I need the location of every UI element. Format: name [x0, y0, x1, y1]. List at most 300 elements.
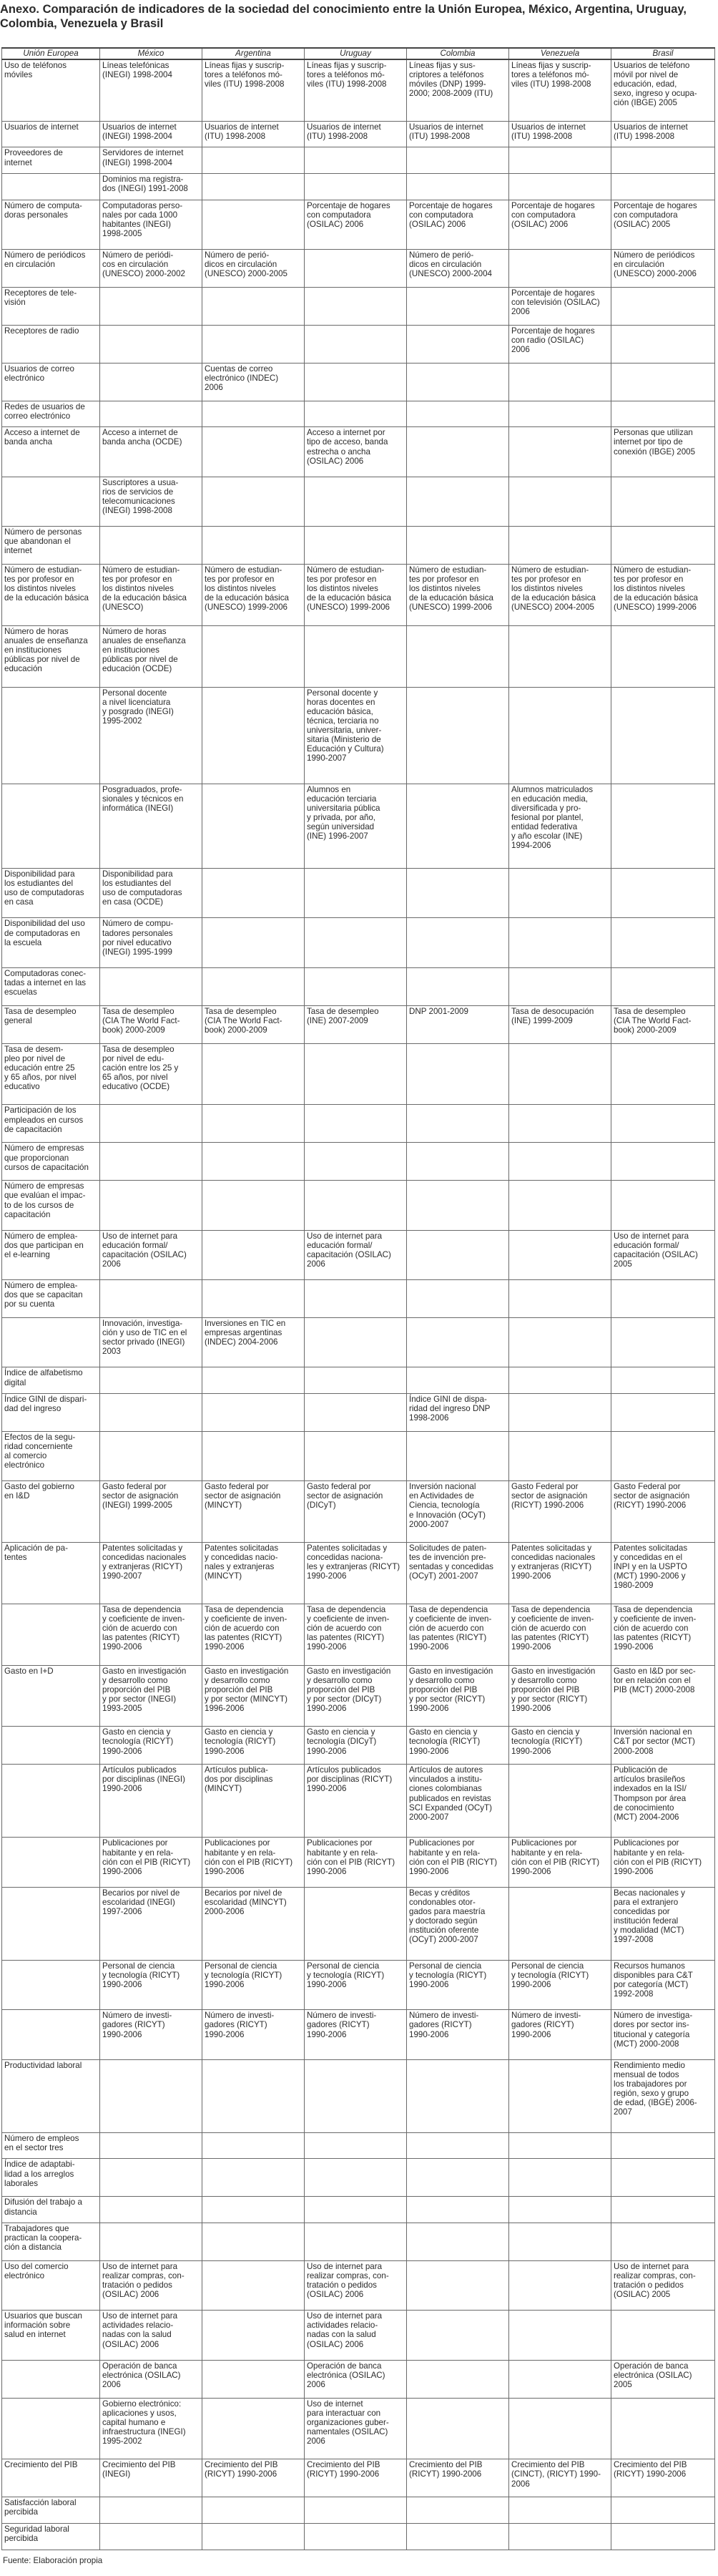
- table-cell: [305, 1105, 407, 1143]
- table-cell: [202, 918, 305, 967]
- table-cell: Usuarios de internet (ITU) 1998-2008: [509, 121, 611, 147]
- table-cell: [509, 1431, 611, 1480]
- table-cell: Patentes solicitadas y concedidas en el INPI y en la USPTO (MCT) 1990-2006 y 1980-2009: [611, 1543, 715, 1604]
- table-cell: Receptores de tele- visión: [2, 287, 100, 325]
- table-cell: Número de empleos en el sector tres: [2, 2132, 100, 2159]
- table-cell: [305, 918, 407, 967]
- table-cell: [305, 625, 407, 687]
- table-cell: Productividad laboral: [2, 2059, 100, 2132]
- table-cell: [611, 2132, 715, 2159]
- table-cell: Personal de ciencia y tecnología (RICYT) 1990-2006: [305, 1961, 407, 2010]
- table-cell: Número de periódi- cos en circulación (UNESCO) 2000-2002: [100, 249, 202, 287]
- table-cell: Tasa de desempleo (CIA The World Fact- book) 2000-2009: [202, 1005, 305, 1043]
- table-cell: Número de periódicos en circulación: [2, 249, 100, 287]
- column-header-mexico: México: [100, 48, 202, 59]
- table-cell: Personas que utilizan internet por tipo de conexión (IBGE) 2005: [611, 427, 715, 477]
- table-cell: Aplicación de pa- tentes: [2, 1543, 100, 1604]
- table-cell: Porcentaje de hogares con radio (OSILAC) 2006: [509, 325, 611, 363]
- table-cell: [611, 325, 715, 363]
- table-cell: [611, 477, 715, 526]
- table-cell: [305, 2497, 407, 2524]
- table-cell: [611, 784, 715, 869]
- table-cell: [509, 625, 611, 687]
- table-cell: Crecimiento del PIB: [2, 2459, 100, 2497]
- table-row: [2, 174, 715, 200]
- table-row: [2, 687, 715, 784]
- table-cell: Tasa de desempleo (CIA The World Fact- book) 2000-2009: [100, 1005, 202, 1043]
- table-cell: [611, 2398, 715, 2459]
- table-cell: Número de investi- gadores (RICYT) 1990-2006: [305, 2010, 407, 2059]
- table-cell: Inversiones en TIC en empresas argentinas (INDEC) 2004-2006: [202, 1318, 305, 1367]
- table-cell: Proveedores de internet: [2, 147, 100, 174]
- table-cell: [202, 325, 305, 363]
- table-cell: Tasa de desempleo general: [2, 1005, 100, 1043]
- table-cell: [305, 2159, 407, 2197]
- table-row: [2, 527, 715, 565]
- table-cell: [305, 1280, 407, 1318]
- table-row: [2, 1181, 715, 1230]
- table-cell: [509, 477, 611, 526]
- table-cell: Crecimiento del PIB (INEGI): [100, 2459, 202, 2497]
- table-cell: [305, 527, 407, 565]
- table-cell: Artículos publicados por disciplinas (INEGI) 1990-2006: [100, 1765, 202, 1838]
- table-cell: [202, 2223, 305, 2260]
- table-cell: [202, 1043, 305, 1105]
- table-cell: Gasto federal por sector de asignación (MINCYT): [202, 1481, 305, 1543]
- table-cell: [407, 2059, 509, 2132]
- table-cell: Uso de internet para actividades relacio- nadas con la salud (OSILAC) 2006: [305, 2311, 407, 2360]
- table-cell: [611, 687, 715, 784]
- table-cell: [202, 287, 305, 325]
- table-cell: Uso de internet para educación formal/ capacitación (OSILAC) 2006: [305, 1230, 407, 1279]
- table-cell: Gasto Federal por sector de asignación (RICYT) 1990-2006: [509, 1481, 611, 1543]
- table-cell: Número de investi- gadores (RICYT) 1990-2006: [100, 2010, 202, 2059]
- table-row: [2, 1431, 715, 1480]
- table-cell: [202, 2197, 305, 2223]
- table-cell: [407, 2260, 509, 2310]
- table-cell: Número de investi- gadores (RICYT) 1990-2006: [509, 2010, 611, 2059]
- table-cell: Dominios ma registra- dos (INEGI) 1991-2008: [100, 174, 202, 200]
- table-cell: Publicaciones por habitante y en rela- ción con el PIB (RICYT) 1990-2006: [509, 1838, 611, 1887]
- table-header-row: [2, 48, 715, 59]
- table-cell: [2, 1838, 100, 1887]
- table-cell: Gasto en I+D: [2, 1665, 100, 1727]
- table-cell: Suscriptores a usua- rios de servicios de telecomunicaciones (INEGI) 1998-2008: [100, 477, 202, 526]
- table-cell: [305, 1318, 407, 1367]
- table-cell: Uso de internet para realizar compras, con- tratación o pedidos (OSILAC) 2006: [305, 2260, 407, 2310]
- table-row: [2, 1280, 715, 1318]
- table-cell: [407, 625, 509, 687]
- table-cell: Porcentaje de hogares con televisión (OSILAC) 2006: [509, 287, 611, 325]
- table-cell: [305, 2059, 407, 2132]
- table-cell: [2, 2398, 100, 2459]
- table-cell: [305, 1431, 407, 1480]
- table-cell: Becarios por nivel de escolaridad (MINCYT) 2000-2006: [202, 1887, 305, 1960]
- table-cell: Usuarios de internet: [2, 121, 100, 147]
- table-cell: Número de estudian- tes por profesor en los distintos niveles de la educación básica: [2, 564, 100, 625]
- table-row: [2, 1665, 715, 1727]
- table-row: [2, 1318, 715, 1367]
- table-row: [2, 147, 715, 174]
- table-cell: [100, 363, 202, 401]
- table-cell: [407, 1105, 509, 1143]
- table-row: [2, 427, 715, 477]
- table-cell: [509, 1181, 611, 1230]
- table-cell: Recursos humanos disponibles para C&T por categoría (MCT) 1992-2008: [611, 1961, 715, 2010]
- table-cell: [509, 2311, 611, 2360]
- table-cell: [202, 967, 305, 1005]
- table-cell: [407, 2159, 509, 2197]
- table-cell: Patentes solicitadas y concedidas naciona- les y extranjeras (RICYT) 1990-2006: [305, 1543, 407, 1604]
- table-cell: Número de empresas que proporcionan cursos de capacitación: [2, 1143, 100, 1181]
- table-cell: [509, 2360, 611, 2398]
- table-cell: Crecimiento del PIB (RICYT) 1990-2006: [407, 2459, 509, 2497]
- table-cell: Innovación, investiga- ción y uso de TIC en el sector privado (INEGI) 2003: [100, 1318, 202, 1367]
- table-cell: [611, 625, 715, 687]
- table-cell: Gasto del gobierno en I&D: [2, 1481, 100, 1543]
- table-row: [2, 1105, 715, 1143]
- table-cell: [305, 2132, 407, 2159]
- table-cell: Líneas telefónicas (INEGI) 1998-2004: [100, 59, 202, 121]
- table-cell: Inversión nacional en Actividades de Ciencia, tecnología e Innovación (OCyT) 2000-2007: [407, 1481, 509, 1543]
- table-cell: [509, 2223, 611, 2260]
- table-cell: Índice de alfabetismo digital: [2, 1367, 100, 1394]
- table-cell: Alumnos matriculados en educación media, diversificada y pro- fesional por plantel, entidad federativa y año escolar (INE) 1994-2006: [509, 784, 611, 869]
- table-cell: Líneas fijas y sus- criptores a teléfonos móviles (DNP) 1999- 2000; 2008-2009 (ITU): [407, 59, 509, 121]
- table-body: [2, 59, 715, 2550]
- table-cell: Uso de internet para interactuar con organizaciones guber- namentales (OSILAC) 2006: [305, 2398, 407, 2459]
- table-cell: [611, 287, 715, 325]
- table-cell: [611, 401, 715, 427]
- table-cell: [407, 2497, 509, 2524]
- table-cell: Operación de banca electrónica (OSILAC) 2006: [305, 2360, 407, 2398]
- table-cell: Usuarios de teléfono móvil por nivel de educación, edad, sexo, ingreso y ocupa- ción (IBGE) 2005: [611, 59, 715, 121]
- table-cell: [2, 1961, 100, 2010]
- table-cell: [509, 2398, 611, 2459]
- table-cell: Satisfacción laboral percibida: [2, 2497, 100, 2524]
- table-cell: [202, 527, 305, 565]
- table-cell: [611, 1143, 715, 1181]
- table-cell: [100, 1280, 202, 1318]
- table-cell: [202, 174, 305, 200]
- table-cell: [305, 869, 407, 918]
- column-header-uruguay: Uruguay: [305, 48, 407, 59]
- table-cell: [2, 784, 100, 869]
- table-cell: Gasto en ciencia y tecnología (RICYT) 1990-2006: [100, 1727, 202, 1765]
- table-cell: Difusión del trabajo a distancia: [2, 2197, 100, 2223]
- table-cell: [100, 2132, 202, 2159]
- table-cell: [100, 967, 202, 1005]
- table-cell: [202, 1181, 305, 1230]
- table-cell: Gasto en investigación y desarrollo como proporción del PIB y por sector (DICyT) 1990-2006: [305, 1665, 407, 1727]
- table-cell: [2, 1765, 100, 1838]
- table-cell: Gobierno electrónico: aplicaciones y usos, capital humano e infraestructura (INEGI) 1995-2002: [100, 2398, 202, 2459]
- table-cell: Número de emplea- dos que participan en el e-learning: [2, 1230, 100, 1279]
- table-cell: [509, 427, 611, 477]
- table-cell: [509, 527, 611, 565]
- table-cell: [407, 174, 509, 200]
- table-cell: Número de estudian- tes por profesor en los distintos niveles de la educación básica (UNESCO) 2004-2005: [509, 564, 611, 625]
- table-row: [2, 200, 715, 249]
- table-cell: Receptores de radio: [2, 325, 100, 363]
- table-cell: Tasa de dependencia y coeficiente de inven- ción de acuerdo con las patentes (RICYT) 1990-2006: [509, 1604, 611, 1665]
- table-cell: [407, 2398, 509, 2459]
- table-row: [2, 2311, 715, 2360]
- table-row: [2, 2459, 715, 2497]
- table-cell: [407, 918, 509, 967]
- table-cell: [509, 1393, 611, 1431]
- table-cell: [202, 1280, 305, 1318]
- table-cell: [2, 1727, 100, 1765]
- table-cell: [202, 2311, 305, 2360]
- table-row: [2, 784, 715, 869]
- table-cell: Usuarios que buscan información sobre salud en internet: [2, 2311, 100, 2360]
- table-cell: [100, 2223, 202, 2260]
- table-cell: Patentes solicitadas y concedidas nacionales y extranjeras (RICYT) 1990-2007: [100, 1543, 202, 1604]
- table-cell: Solicitudes de paten- tes de invención pre- sentadas y concedidas (OCyT) 2001-2007: [407, 1543, 509, 1604]
- table-cell: [611, 2311, 715, 2360]
- table-cell: [509, 1318, 611, 1367]
- table-row: [2, 2360, 715, 2398]
- table-cell: [407, 1181, 509, 1230]
- table-row: [2, 1393, 715, 1431]
- table-cell: Número de emplea- dos que se capacitan por su cuenta: [2, 1280, 100, 1318]
- table-cell: [305, 477, 407, 526]
- table-row: [2, 325, 715, 363]
- table-cell: [100, 1105, 202, 1143]
- table-cell: [305, 287, 407, 325]
- table-row: [2, 1727, 715, 1765]
- table-cell: [202, 2132, 305, 2159]
- table-cell: [611, 2523, 715, 2550]
- table-cell: Número de personas que abandonan el internet: [2, 527, 100, 565]
- table-cell: [2, 2360, 100, 2398]
- table-cell: [305, 2523, 407, 2550]
- table-row: [2, 1043, 715, 1105]
- table-row: [2, 1143, 715, 1181]
- table-cell: [611, 2197, 715, 2223]
- table-cell: [305, 967, 407, 1005]
- table-cell: [611, 1393, 715, 1431]
- table-cell: Gasto en I&D por sec- tor en relación con el PIB (MCT) 2000-2008: [611, 1665, 715, 1727]
- table-cell: [509, 2059, 611, 2132]
- table-cell: [305, 1367, 407, 1394]
- table-cell: [611, 1431, 715, 1480]
- table-cell: Becas y créditos condonables otor- gados para maestría y doctorado según institución oferente (OCyT) 2000-2007: [407, 1887, 509, 1960]
- table-cell: [611, 363, 715, 401]
- table-cell: Publicación de artículos brasileños indexados en la ISI/ Thompson por área de conocimiento (MCT) 2004-2006: [611, 1765, 715, 1838]
- table-cell: [100, 527, 202, 565]
- table-cell: Seguridad laboral percibida: [2, 2523, 100, 2550]
- table-cell: [100, 287, 202, 325]
- table-cell: [509, 249, 611, 287]
- table-cell: Uso de internet para educación formal/ capacitación (OSILAC) 2006: [100, 1230, 202, 1279]
- table-cell: Becas nacionales y para el extranjero concedidas por institución federal y modalidad (MCT) 1997-2008: [611, 1887, 715, 1960]
- table-cell: Número de investi- gadores (RICYT) 1990-2006: [407, 2010, 509, 2059]
- comparison-table: [1, 47, 715, 2550]
- table-cell: Tasa de desempleo por nivel de edu- cación entre los 25 y 65 años, por nivel educativo (OCDE): [100, 1043, 202, 1105]
- table-cell: [509, 1765, 611, 1838]
- table-cell: [305, 1393, 407, 1431]
- table-cell: Porcentaje de hogares con computadora (OSILAC) 2005: [611, 200, 715, 249]
- table-cell: [611, 147, 715, 174]
- table-row: [2, 1367, 715, 1394]
- table-cell: Crecimiento del PIB (RICYT) 1990-2006: [202, 2459, 305, 2497]
- table-cell: Artículos publicados por disciplinas (RICYT) 1990-2006: [305, 1765, 407, 1838]
- table-row: [2, 2132, 715, 2159]
- table-cell: [202, 784, 305, 869]
- table-cell: [611, 2497, 715, 2524]
- table-cell: [611, 527, 715, 565]
- table-cell: Número de periódicos en circulación (UNESCO) 2000-2006: [611, 249, 715, 287]
- table-cell: [509, 1043, 611, 1105]
- table-cell: [407, 401, 509, 427]
- table-row: [2, 2523, 715, 2550]
- table-cell: [611, 1181, 715, 1230]
- column-header-union-europea: Unión Europea: [2, 48, 100, 59]
- table-row: [2, 2398, 715, 2459]
- table-row: [2, 1005, 715, 1043]
- table-cell: Uso de internet para educación formal/ capacitación (OSILAC) 2005: [611, 1230, 715, 1279]
- table-cell: Operación de banca electrónica (OSILAC) 2005: [611, 2360, 715, 2398]
- table-cell: Gasto en ciencia y tecnología (RICYT) 1990-2006: [509, 1727, 611, 1765]
- table-cell: [202, 477, 305, 526]
- table-cell: [202, 625, 305, 687]
- table-cell: [100, 1143, 202, 1181]
- table-cell: [611, 2223, 715, 2260]
- table-cell: Artículos publica- dos por disciplinas (MINCYT): [202, 1765, 305, 1838]
- table-cell: [305, 1181, 407, 1230]
- table-cell: Personal de ciencia y tecnología (RICYT) 1990-2006: [407, 1961, 509, 2010]
- table-cell: [305, 325, 407, 363]
- table-cell: Uso de internet para actividades relacio- nadas con la salud (OSILAC) 2006: [100, 2311, 202, 2360]
- table-cell: Número de investiga- dores por sector ins- titucional y categoría (MCT) 2000-2008: [611, 2010, 715, 2059]
- table-cell: [305, 2223, 407, 2260]
- table-row: [2, 625, 715, 687]
- table-cell: [407, 1043, 509, 1105]
- table-cell: [509, 869, 611, 918]
- table-cell: [202, 1367, 305, 1394]
- table-cell: [305, 2197, 407, 2223]
- table-cell: Personal de ciencia y tecnología (RICYT) 1990-2006: [202, 1961, 305, 2010]
- table-cell: [202, 1143, 305, 1181]
- table-row: [2, 2059, 715, 2132]
- table-cell: [509, 401, 611, 427]
- table-row: [2, 1604, 715, 1665]
- table-cell: Tasa de dependencia y coeficiente de inven- ción de acuerdo con las patentes (RICYT) 1990-2006: [100, 1604, 202, 1665]
- table-cell: Usuarios de correo electrónico: [2, 363, 100, 401]
- table-cell: Publicaciones por habitante y en rela- ción con el PIB (RICYT) 1990-2006: [202, 1838, 305, 1887]
- table-cell: [509, 2523, 611, 2550]
- table-cell: Número de perió- dicos en circulación (UNESCO) 2000-2005: [202, 249, 305, 287]
- table-cell: [407, 2132, 509, 2159]
- table-cell: [407, 869, 509, 918]
- table-cell: Usuarios de internet (INEGI) 1998-2004: [100, 121, 202, 147]
- table-cell: [407, 2197, 509, 2223]
- table-cell: Número de investi- gadores (RICYT) 1990-2006: [202, 2010, 305, 2059]
- table-cell: [100, 1393, 202, 1431]
- table-cell: [202, 427, 305, 477]
- table-cell: [509, 1230, 611, 1279]
- table-cell: [202, 687, 305, 784]
- table-row: [2, 477, 715, 526]
- table-cell: [2, 1887, 100, 1960]
- table-cell: Publicaciones por habitante y en rela- ción con el PIB (RICYT) 1990-2006: [305, 1838, 407, 1887]
- table-row: [2, 287, 715, 325]
- table-row: [2, 967, 715, 1005]
- table-cell: [611, 869, 715, 918]
- table-cell: [509, 2260, 611, 2310]
- table-cell: Personal de ciencia y tecnología (RICYT) 1990-2006: [100, 1961, 202, 2010]
- table-cell: Tasa de dependencia y coeficiente de inven- ción de acuerdo con las patentes (RICYT) 1990-2006: [202, 1604, 305, 1665]
- table-cell: Uso de internet para realizar compras, con- tratación o pedidos (OSILAC) 2006: [100, 2260, 202, 2310]
- table-cell: Número de computa- doras personales: [2, 200, 100, 249]
- table-row: [2, 1961, 715, 2010]
- table-cell: Publicaciones por habitante y en rela- ción con el PIB (RICYT) 1990-2006: [407, 1838, 509, 1887]
- table-cell: [509, 1105, 611, 1143]
- table-cell: [407, 363, 509, 401]
- table-cell: Usuarios de internet (ITU) 1998-2008: [202, 121, 305, 147]
- table-row: [2, 1481, 715, 1543]
- table-cell: Computadoras conec- tadas a internet en las escuelas: [2, 967, 100, 1005]
- table-cell: [100, 1181, 202, 1230]
- table-cell: [611, 967, 715, 1005]
- table-cell: [202, 869, 305, 918]
- table-row: [2, 1543, 715, 1604]
- table-cell: [407, 687, 509, 784]
- table-cell: Número de estudian- tes por profesor en los distintos niveles de la educación básica (UNESCO) 1999-2006: [611, 564, 715, 625]
- table-cell: [509, 1887, 611, 1960]
- table-row: [2, 2497, 715, 2524]
- table-row: [2, 121, 715, 147]
- table-cell: [611, 2159, 715, 2197]
- table-cell: [611, 174, 715, 200]
- table-cell: Número de estudian- tes por profesor en los distintos niveles de la educación básica (UNESCO) 1999-2006: [407, 564, 509, 625]
- table-cell: [407, 784, 509, 869]
- table-cell: Índice GINI de dispa- ridad del ingreso DNP 1998-2006: [407, 1393, 509, 1431]
- table-cell: Gasto en ciencia y tecnología (DICyT) 1990-2006: [305, 1727, 407, 1765]
- table-cell: [100, 2497, 202, 2524]
- table-cell: [407, 1280, 509, 1318]
- table-cell: Usuarios de internet (ITU) 1998-2008: [611, 121, 715, 147]
- table-cell: Índice de adaptabi- lidad a los arreglos laborales: [2, 2159, 100, 2197]
- table-cell: [509, 967, 611, 1005]
- table-cell: Usuarios de internet (ITU) 1998-2008: [407, 121, 509, 147]
- table-cell: [202, 2523, 305, 2550]
- table-cell: [509, 2197, 611, 2223]
- table-cell: [202, 2360, 305, 2398]
- table-cell: [202, 2159, 305, 2197]
- table-cell: Número de horas anuales de enseñanza en instituciones públicas por nivel de educación (OCDE): [100, 625, 202, 687]
- table-cell: [611, 1105, 715, 1143]
- table-cell: Inversión nacional en C&T por sector (MCT) 2000-2008: [611, 1727, 715, 1765]
- table-cell: Número de perió- dicos en circulación (UNESCO) 2000-2004: [407, 249, 509, 287]
- table-cell: Crecimiento del PIB (RICYT) 1990-2006: [611, 2459, 715, 2497]
- table-cell: [202, 2059, 305, 2132]
- table-cell: [202, 200, 305, 249]
- table-cell: Participación de los empleados en cursos de capacitación: [2, 1105, 100, 1143]
- table-cell: [509, 2159, 611, 2197]
- table-cell: [407, 527, 509, 565]
- table-cell: Trabajadores que practican la coopera- ción a distancia: [2, 2223, 100, 2260]
- table-cell: [202, 1105, 305, 1143]
- table-cell: Publicaciones por habitante y en rela- ción con el PIB (RICYT) 1990-2006: [100, 1838, 202, 1887]
- table-cell: Acceso a internet de banda ancha (OCDE): [100, 427, 202, 477]
- table-cell: Acceso a internet por tipo de acceso, banda estrecha o ancha (OSILAC) 2006: [305, 427, 407, 477]
- table-row: [2, 2197, 715, 2223]
- table-cell: [202, 2398, 305, 2459]
- table-cell: Artículos de autores vinculados a institu- ciones colombianas publicados en revistas SCI Expanded (OCyT) 2000-2007: [407, 1765, 509, 1838]
